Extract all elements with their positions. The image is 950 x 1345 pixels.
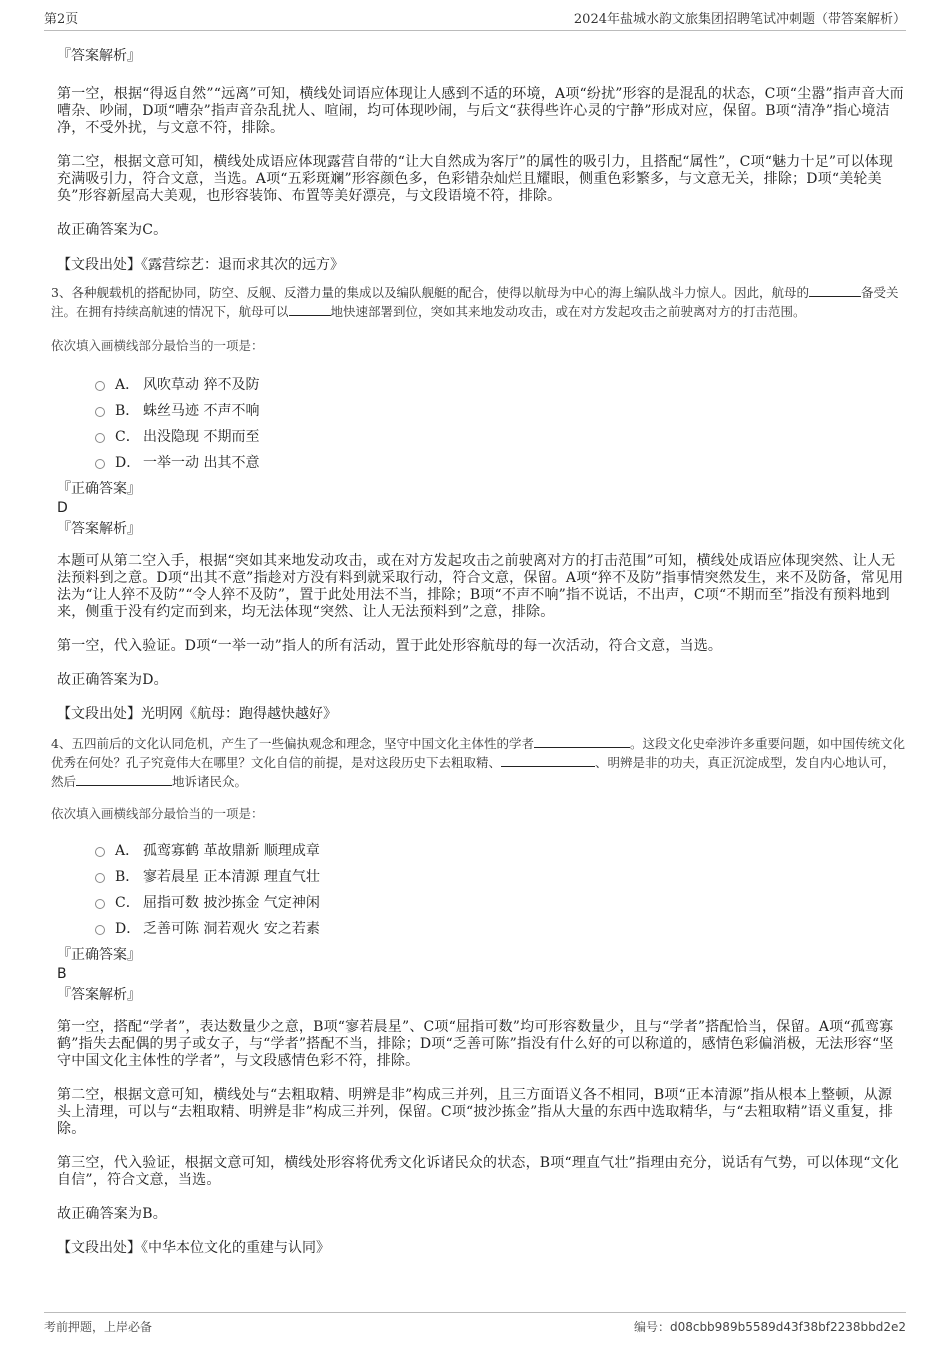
q2-analysis-label: 『答案解析』: [57, 48, 141, 64]
q4-analysis-paragraph: 第一空，搭配“学者”，表达数量少之意，B项“寥若晨星”、C项“屈指可数”均可形容数量少，且与“学者”搭配恰当，保留。A项“孤鸾寡鹤”指失去配偶的男子或女子，与“学者”搭配不当，排除；D项“乏善可陈”指没有什么好的可以称道的，感情色彩偏消极，无法形容“坚守中国文化主体性的学者”，与文段感情色彩不符，排除。: [57, 1019, 894, 1069]
option-text: 一举一动 出其不意: [143, 455, 260, 471]
q4-blank-1: [534, 735, 630, 748]
option-letter: D．: [115, 921, 141, 937]
radio-icon[interactable]: [95, 381, 105, 391]
option-text: 屈指可数 披沙拣金 气定神闲: [143, 895, 320, 911]
q4-analysis-paragraph: 第二空，根据文意可知，横线处与“去粗取精、明辨是非”构成三并列，且三方面语义各不相同，B项“正本清源”指从根本上整顿，从源头上清理，可以与“去粗取精、明辨是非”构成三并列，保留。C项“披沙拣金”指从大量的东西中选取精华，与“去粗取精”语义重复，排除。: [57, 1087, 894, 1137]
q3-correct-answer: D: [57, 500, 68, 516]
q3-stem: [51, 283, 906, 321]
q2-analysis-paragraph: 第一空，根据“得返自然”“远离”可知，横线处词语应体现让人感到不适的环境，A项“纷扰”形容的是混乱的状态，C项“尘嚣”指声音大而嘈杂、吵闹，D项“嘈杂”指声音杂乱扰人、喧闹，均可体现吵闹，与后文“获得些许心灵的宁静”形成对应，保留。B项“清净”指心境洁净，不受外扰，与文意不符，排除。: [57, 86, 904, 136]
radio-icon[interactable]: [95, 847, 105, 857]
q4-stem: [51, 734, 906, 791]
q4-source: 【文段出处】《中华本位文化的重建与认同》: [57, 1240, 330, 1256]
option-text: 蛛丝马迹 不声不响: [143, 403, 260, 419]
q2-analysis-paragraph: 第二空，根据文意可知，横线处成语应体现露营自带的“让大自然成为客厅”的属性的吸引力，且搭配“属性”，C项“魅力十足”可以体现充满吸引力，符合文意，当选。A项“五彩斑斓”形容颜色多，色彩错杂灿烂且耀眼，侧重色彩繁多，与文意无关，排除；D项“美轮美奂”形容新屋高大美观，也形容装饰、布置等美好漂亮，与文段语境不符，排除。: [57, 154, 894, 204]
radio-icon[interactable]: [95, 459, 105, 469]
q3-stem-part: 地快速部署到位，突如其来地发动攻击，或在对方发起攻击之前驶离对方的打击范围。: [330, 304, 806, 319]
q4-blank-2: [501, 754, 595, 767]
q3-option-b[interactable]: [95, 397, 906, 423]
option-letter: D．: [115, 455, 141, 471]
q3-analysis-label: 『答案解析』: [57, 521, 141, 537]
q4-analysis-label: 『答案解析』: [57, 987, 141, 1003]
q3-analysis-paragraph: 第一空，代入验证。D项“一举一动”指人的所有活动，置于此处形容航母的每一次活动，符合文意，当选。: [57, 638, 723, 654]
q3-correct-label: 『正确答案』: [57, 481, 141, 497]
radio-icon[interactable]: [95, 407, 105, 417]
q4-option-d[interactable]: [95, 915, 906, 941]
page-number: 第2页: [44, 12, 79, 27]
q2-conclusion: 故正确答案为C。: [57, 222, 168, 238]
q4-prompt: 依次填入画横线部分最恰当的一项是：: [51, 806, 264, 821]
option-text: 乏善可陈 洞若观火 安之若素: [143, 921, 320, 937]
footer-slogan: 考前押题，上岸必备: [44, 1320, 153, 1334]
option-text: 寥若晨星 正本清源 理直气壮: [143, 869, 320, 885]
document-title: 2024年盐城水韵文旅集团招聘笔试冲刺题（带答案解析）: [573, 12, 906, 27]
q3-blank-1: [809, 284, 861, 297]
code-value: d08cbb989b5589d43f38bf2238bbd2e2: [669, 1320, 906, 1334]
code-label: 编号：: [633, 1320, 670, 1334]
page-header: [44, 8, 906, 31]
q2-source: 【文段出处】《露营综艺：退而求其次的远方》: [57, 257, 344, 273]
option-letter: C．: [115, 429, 140, 445]
q3-analysis-paragraph: 本题可从第二空入手，根据“突如其来地发动攻击，或在对方发起攻击之前驶离对方的打击范围”可知，横线处成语应体现突然、让人无法预料到之意。D项“出其不意”指趁对方没有料到就采取行动，符合文意，保留。A项“猝不及防”指事情突然发生，来不及防备，常见用法为“让人猝不及防”“令人猝不及防”，置于此处用法不当，排除；B项“不声不响”指不说话，不出声，C项“不期而至”指没有预料地到来，侧重于没有约定而到来，均无法体现“突然、让人无法预料到”之意，排除。: [57, 553, 904, 620]
q3-stem-part: 3、各种舰载机的搭配协同，防空、反舰、反潜力量的集成以及编队舰艇的配合，使得以航母为中心的海上编队战斗力惊人。因此，航母的: [51, 285, 809, 300]
q3-option-d[interactable]: [95, 449, 906, 475]
page-content: [51, 40, 906, 1258]
q3-option-c[interactable]: [95, 423, 906, 449]
radio-icon[interactable]: [95, 925, 105, 935]
q4-correct-label: 『正确答案』: [57, 947, 141, 963]
q3-option-a[interactable]: [95, 371, 906, 397]
page-footer: [44, 1312, 906, 1335]
q4-stem-part: 地诉诸民众。: [172, 774, 248, 789]
q3-options: [57, 371, 906, 475]
q4-stem-part: 。这段文化史牵涉许多重要问题，如中国传统文化优秀在何处？孔子究竟伟大在哪里？文化自信的前提，是对这段历史下去粗取精、: [51, 736, 905, 770]
option-letter: A．: [115, 377, 140, 393]
q4-stem-part: 、明辨是非的功夫，真正沉淀成型，发自内心地认可，然后: [51, 755, 896, 789]
q4-analysis-paragraph: 第三空，代入验证，根据文意可知，横线处形容将优秀文化诉诸民众的状态，B项“理直气壮”指理由充分，说话有气势，可以体现“文化自信”，符合文意，当选。: [57, 1155, 899, 1188]
q4-conclusion: 故正确答案为B。: [57, 1206, 167, 1222]
q4-blank-3: [76, 773, 172, 786]
option-letter: C．: [115, 895, 140, 911]
q4-correct-answer: B: [57, 966, 67, 982]
q4-option-a[interactable]: [95, 837, 906, 863]
q4-option-b[interactable]: [95, 863, 906, 889]
q4-stem-part: 4、五四前后的文化认同危机，产生了一些偏执观念和理念，坚守中国文化主体性的学者: [51, 736, 534, 751]
option-text: 出没隐现 不期而至: [143, 429, 260, 445]
radio-icon[interactable]: [95, 433, 105, 443]
q3-blank-2: [289, 303, 331, 316]
q4-options: [57, 837, 906, 941]
radio-icon[interactable]: [95, 873, 105, 883]
option-letter: A．: [115, 843, 140, 859]
q3-stem-part: 备受关注。在拥有持续高航速的情况下，航母可以: [51, 285, 899, 319]
option-text: 风吹草动 猝不及防: [143, 377, 260, 393]
q3-prompt: 依次填入画横线部分最恰当的一项是：: [51, 338, 264, 353]
option-text: 孤鸾寡鹤 革故鼎新 顺理成章: [143, 843, 320, 859]
document-code: [634, 1318, 906, 1335]
q4-option-c[interactable]: [95, 889, 906, 915]
radio-icon[interactable]: [95, 899, 105, 909]
option-letter: B．: [115, 403, 140, 419]
option-letter: B．: [115, 869, 140, 885]
q3-source: 【文段出处】光明网《航母：跑得越快越好》: [57, 706, 337, 722]
q3-conclusion: 故正确答案为D。: [57, 672, 168, 688]
